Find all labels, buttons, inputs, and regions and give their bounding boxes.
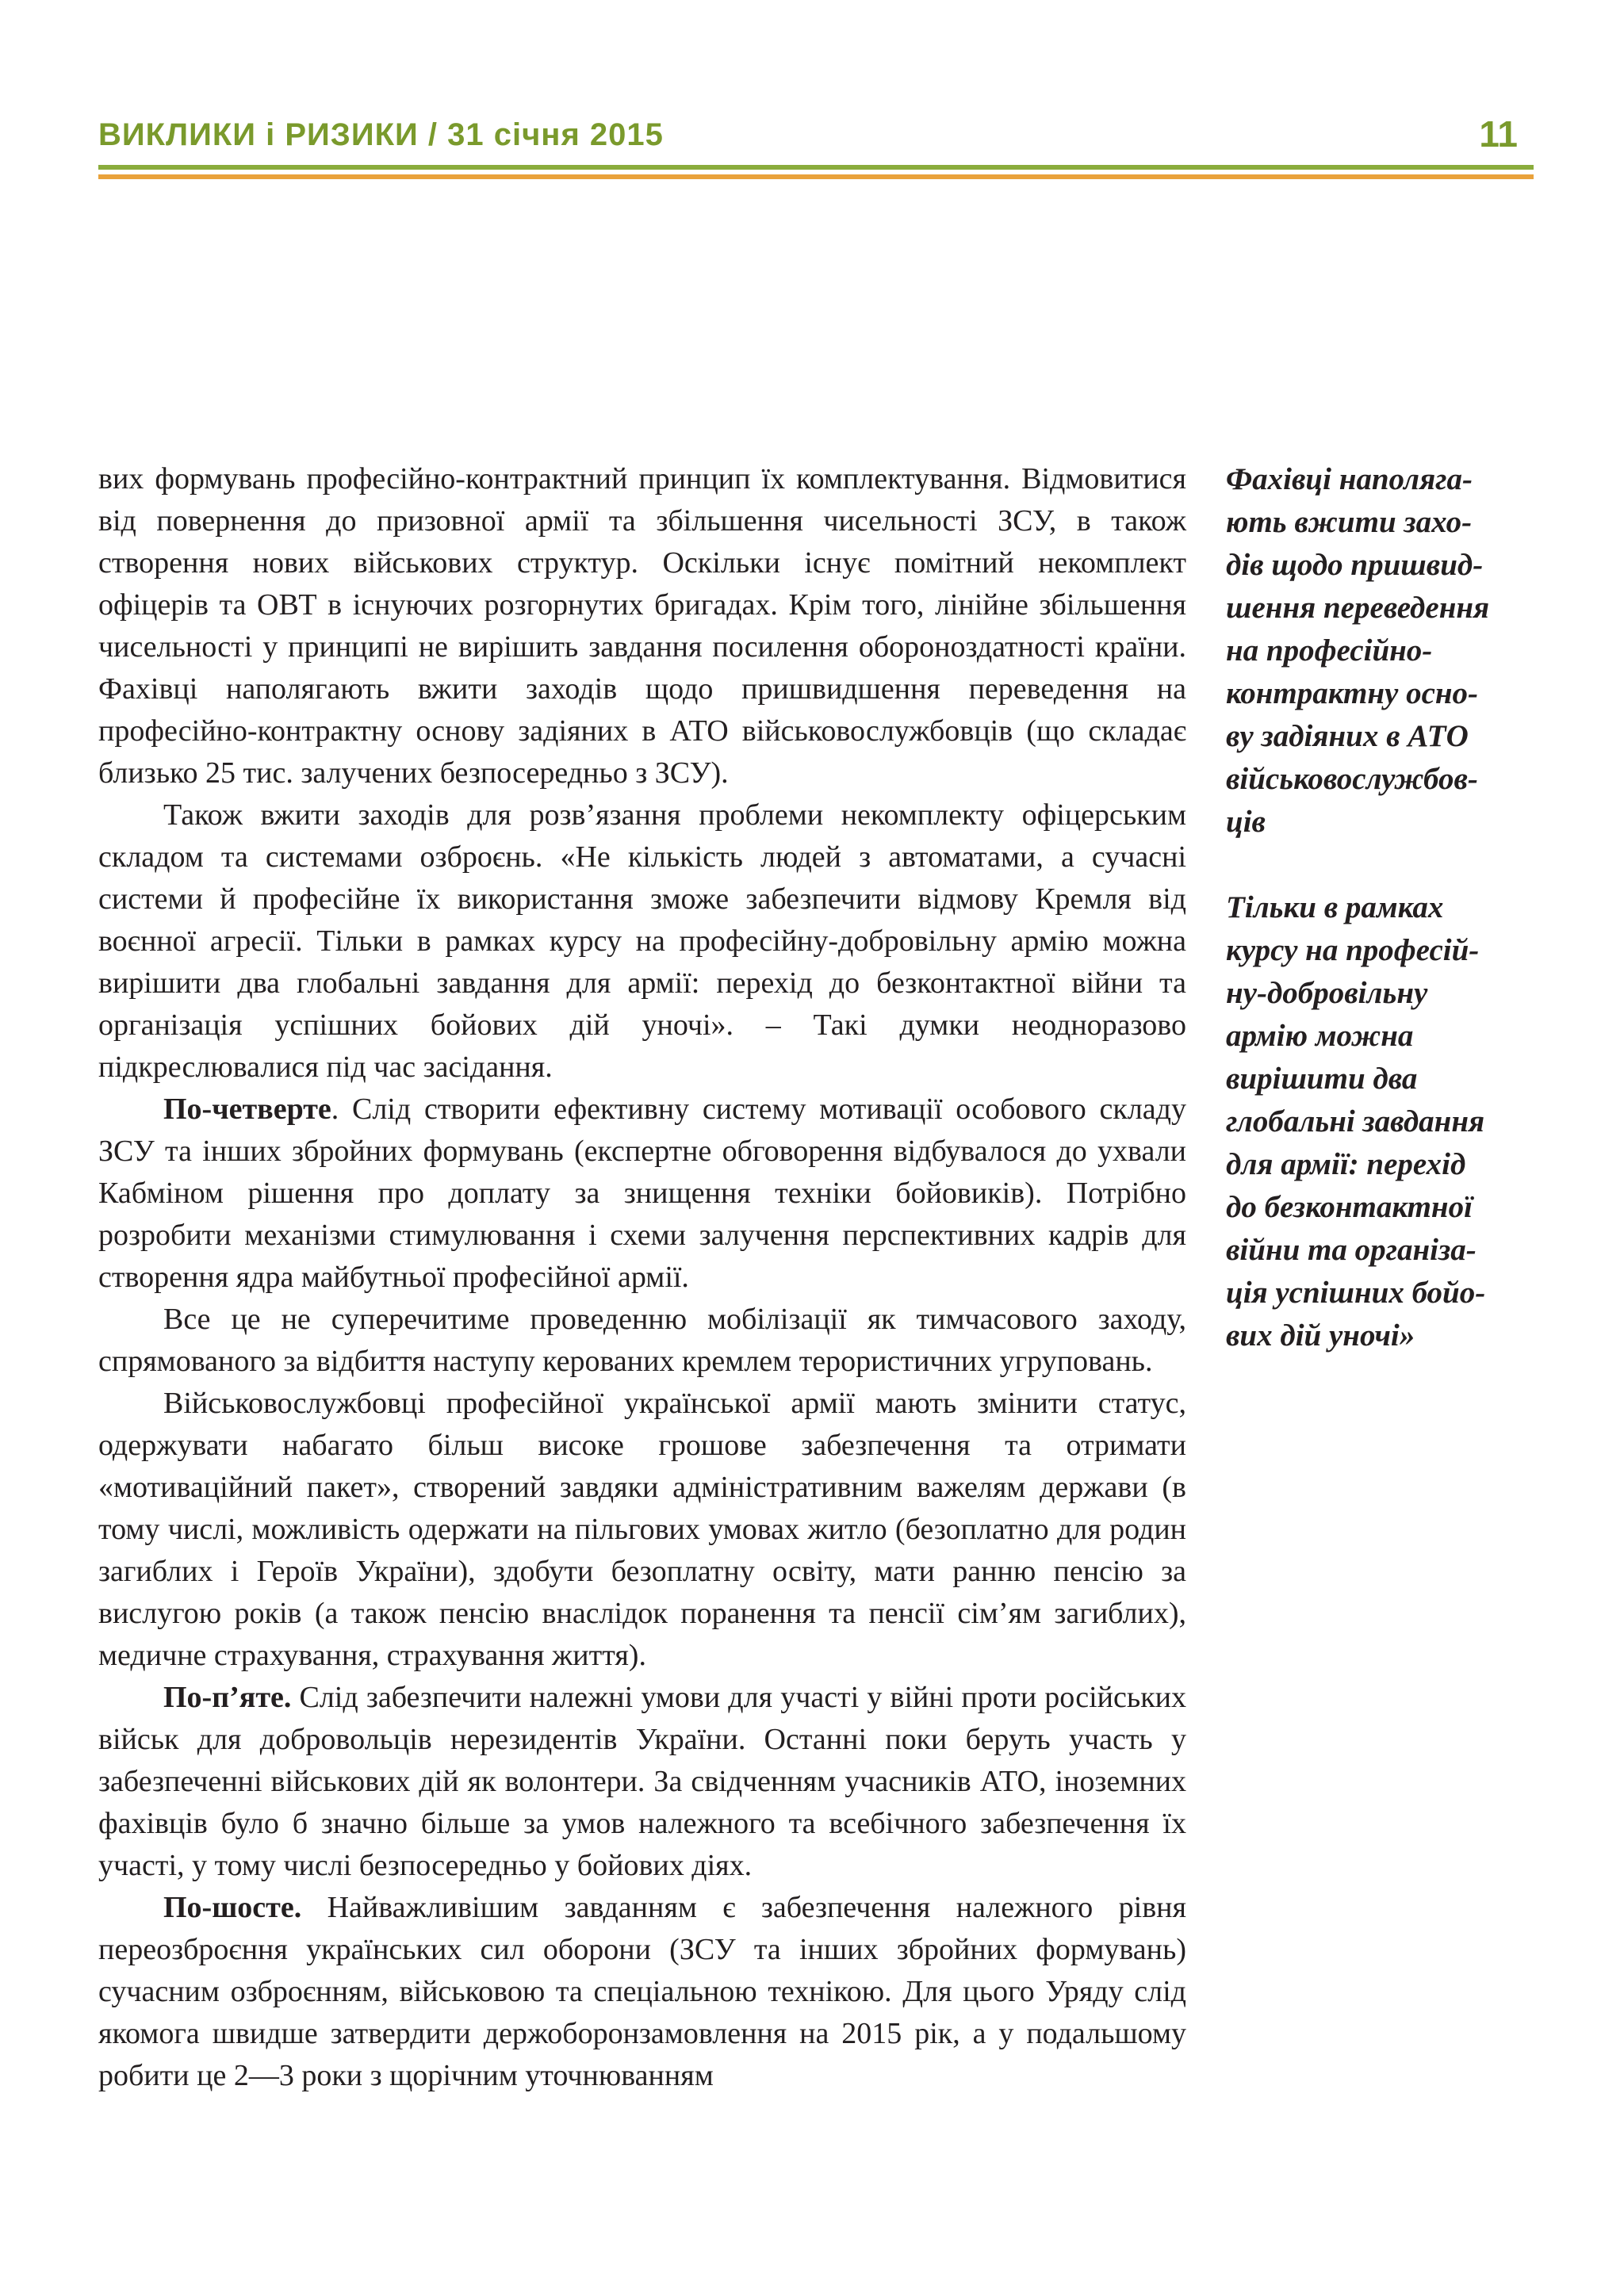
pull-quote-2-line: Тільки в рамках: [1226, 890, 1444, 924]
pull-quote-1: [1226, 458, 1537, 844]
paragraph-3-lead: По-четверте: [163, 1093, 331, 1126]
paragraph-5: Військовослужбовці професійної української армії мають змінити статус, одержувати набагато більш високе грошове забезпечення та отримати «мотиваційний пакет», створений завдяки адміністративним важелям держави (в тому числі, можливість одержати на пільгових умовах житло (безоплатно для родин загиблих і Героїв України), здобути безоплатну освіту, мати ранню пенсію за вислугою років (а також пенсію внаслідок поранення та пенсії сім’ям загиблих), медичне страхування, страхування життя).: [98, 1387, 1186, 1672]
paragraph-7-text: Найважливішим завданням є забезпечення належного рівня переозброєння українських сил оборони (ЗСУ та інших збройних формувань) сучасним озброєнням, військовою та спеціальною технікою. Для цього Уряду слід якомога швидше затвердити держоборонзамовлення на 2015 рік, а у подальшому робити це 2—3 роки з щорічним уточнюванням: [98, 1891, 1186, 2092]
pull-quote-2-line: вирішити два: [1226, 1062, 1418, 1096]
pull-quote-2-line: до безконтактної: [1226, 1190, 1473, 1224]
pull-quote-2-line: для армії: перехід: [1226, 1147, 1466, 1181]
paragraph-6-lead: По-п’яте.: [163, 1681, 292, 1714]
paragraph-2: Також вжити заходів для розв’язання проблеми некомплекту офіцерським складом та системами озброєнь. «Не кількість людей з автоматами, а сучасні системи й професійне їх використання зможе забезпечити відмову Кремля від воєнної агресії. Тільки в рамках курсу на професійну-добровільну армію можна вирішити два глобальні завдання для армії: перехід до безконтактної війни та організація успішних бойових дій уночі». – Такі думки неодноразово підкреслювалися під час засідання.: [98, 798, 1186, 1084]
pull-quote-2-line: ну-добровільну: [1226, 976, 1428, 1010]
pull-quote-2: [1226, 886, 1537, 1357]
pull-quote-2-line: війни та організа-: [1226, 1233, 1477, 1267]
paragraph-7: [98, 1887, 1186, 2097]
paragraph-1: вих формувань професійно-контрактний принцип їх комплектування. Відмовитися від повернення до призовної армії та збільшення чисельності ЗСУ, в також створення нових військових структур. Оскільки існує помітний некомплект офіцерів та ОВТ в існуючих розгорнутих бригадах. Крім того, лінійне збільшення чисельності у принципі не вирішить завдання посилення обороноздатності країни. Фахівці наполягають вжити заходів щодо пришвидшення переведення на професійно-контрактну основу задіяних в АТО військовослужбовців (що складає близько 25 тис. залучених безпосередньо з ЗСУ).: [98, 462, 1186, 790]
page-number: 11: [1479, 113, 1518, 155]
article-body: [98, 458, 1186, 2097]
pull-quote-1-line: шення переведення: [1226, 591, 1490, 625]
pull-quote-1-line: контрактну осно-: [1226, 676, 1479, 710]
paragraph-6-text: Слід забезпечити належні умови для участі у війні проти російських військ для добровольців нерезидентів України. Останні поки беруть участь у забезпеченні військових дій як волонтери. За свідченням учасників АТО, іноземних фахівців було б значно більше за умов належного та всебічного забезпечення їх участі, у тому числі безпосередньо у бойових діях.: [98, 1681, 1186, 1882]
pull-quote-2-line: ція успішних бойо-: [1226, 1276, 1486, 1310]
header-rule-orange: [98, 174, 1534, 179]
pull-quote-2-line: глобальні завдання: [1226, 1104, 1485, 1138]
pull-quote-1-line: ву задіяних в АТО: [1226, 719, 1469, 753]
pull-quote-1-line: дів щодо пришвид-: [1226, 548, 1484, 582]
pull-quote-1-line: Фахівці наполяга-: [1226, 462, 1473, 496]
paragraph-4: Все це не суперечитиме проведенню мобілізації як тимчасового заходу, спрямованого за відбиття наступу керованих кремлем терористичних угруповань.: [98, 1303, 1186, 1378]
header-title: ВИКЛИКИ і РИЗИКИ / 31 січня 2015: [98, 117, 664, 152]
paragraph-3-text: . Слід створити ефективну систему мотивації особового складу ЗСУ та інших збройних формувань (експертне обговорення відбувалося до ухвали Кабміном рішення про доплату за знищення техніки бойовиків). Потрібно розробити механізми стимулювання і схеми залучення перспективних кадрів для створення ядра майбутньої професійної армії.: [98, 1093, 1186, 1294]
pull-quote-1-line: ють вжити захо-: [1226, 505, 1473, 539]
sidebar-pull-quotes: [1226, 458, 1537, 1357]
header-rule-green: [98, 165, 1534, 170]
paragraph-6: [98, 1677, 1186, 1887]
paragraph-7-lead: По-шосте.: [163, 1891, 302, 1924]
pull-quote-1-line: на професійно-: [1226, 633, 1433, 668]
pull-quote-2-line: курсу на професій-: [1226, 933, 1480, 967]
pull-quote-2-line: вих дій уночі»: [1226, 1318, 1415, 1353]
pull-quote-1-line: військовослужбов-: [1226, 762, 1478, 796]
paragraph-3: [98, 1089, 1186, 1299]
pull-quote-2-line: армію можна: [1226, 1019, 1414, 1053]
pull-quote-1-line: ців: [1226, 805, 1266, 839]
